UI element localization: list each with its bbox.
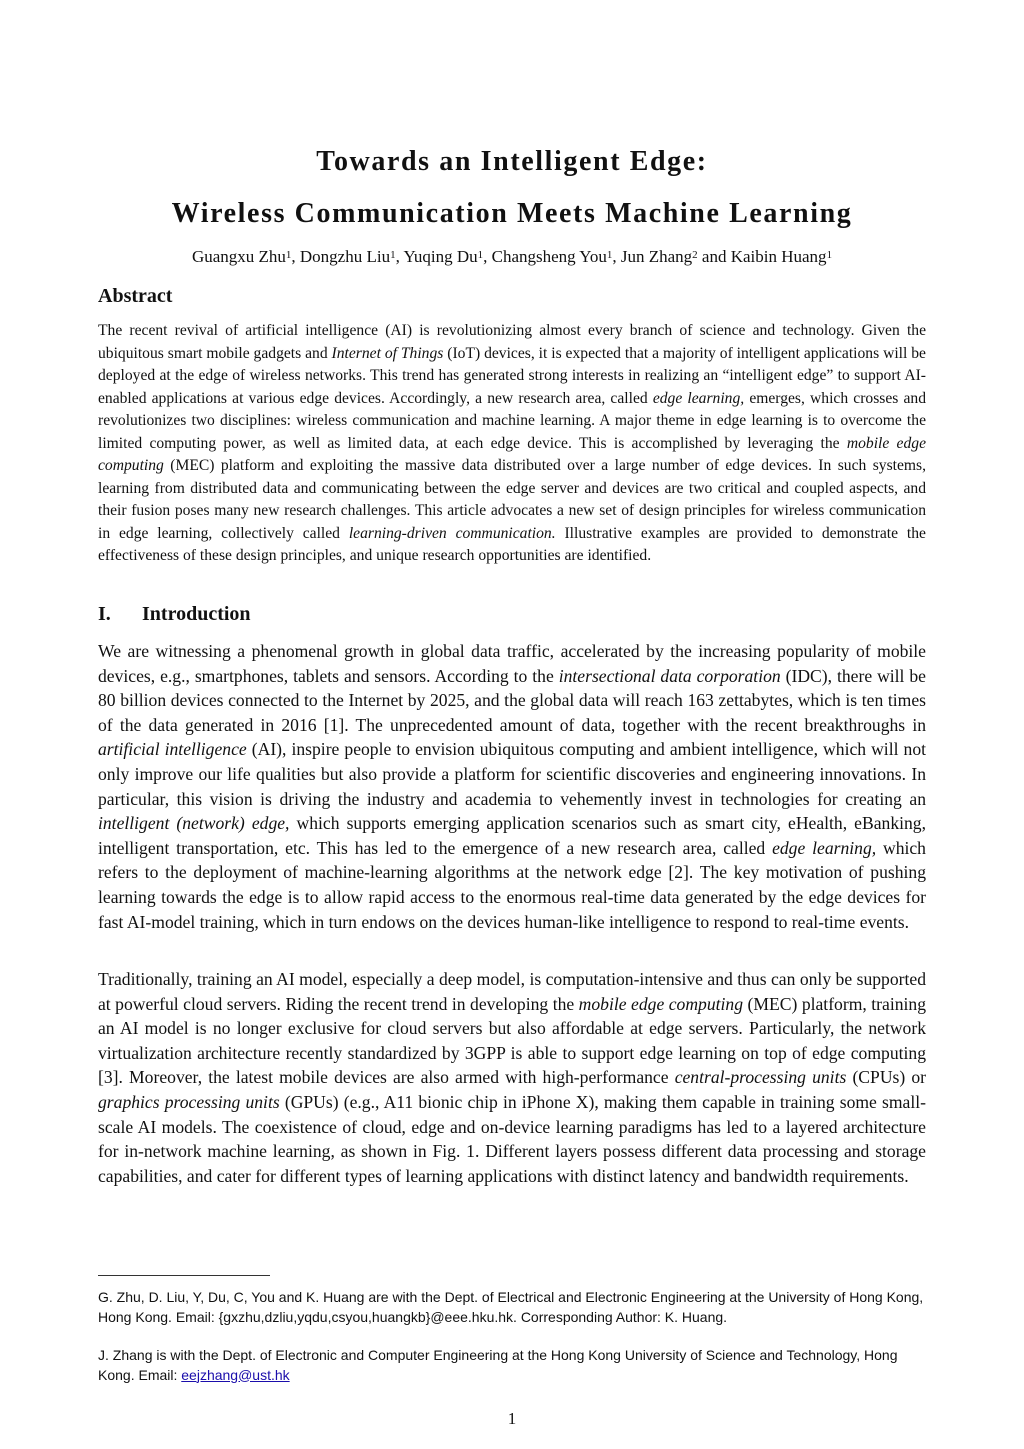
- emphasis-text: intelligent (network) edge,: [98, 813, 290, 834]
- emphasis-text: graphics processing units: [98, 1091, 280, 1112]
- email-link[interactable]: eejzhang@ust.hk: [181, 1366, 290, 1383]
- emphasis-text: intersectional data corporation: [558, 665, 781, 686]
- author-affiliation-mark: 1: [390, 249, 396, 261]
- author-name: Dongzhu Liu: [299, 247, 391, 266]
- text-run: Illustrative examples are provided to demonstrate the effectiveness of these design principles, and unique research opportunities are identified.: [98, 524, 926, 564]
- author-affiliation-mark: 1: [477, 249, 484, 261]
- author-list: [98, 247, 926, 267]
- author-affiliation-mark: 1: [606, 249, 613, 261]
- text-run: Traditionally, training an AI model, especially a deep model, is computation-intensive and thus can only be supported at powerful cloud servers. Riding the recent trend in developing the: [98, 969, 926, 1014]
- footnote-2-text: J. Zhang is with the Dept. of Electronic and Computer Engineering at the Hong Kong University of Science and Technology, Hong Kong. Email:: [98, 1347, 898, 1383]
- emphasis-text: artificial intelligence: [98, 739, 247, 760]
- author-separator: ,: [291, 247, 300, 266]
- footnote-affiliation-2: [98, 1346, 926, 1385]
- section-number: I.: [98, 603, 111, 625]
- paper-title-line-1: Towards an Intelligent Edge:: [316, 146, 708, 177]
- intro-paragraph-1: [98, 639, 926, 934]
- author-name: Changsheng You: [491, 247, 607, 266]
- text-run: (MEC) platform, training an AI model is no longer exclusive for cloud servers but also affordable at edge servers. Particularly, the network virtualization architecture recently standardized by 3GPP is able to support edge learning on top of edge computing [3]. Moreover, the latest mobile devices are also armed with high-performance: [98, 993, 927, 1088]
- text-run: emerges, which crosses and revolutionizes two disciplines: wireless communication and machine learning. A major theme in edge learning is to overcome the limited computing power, as well as limited data, at each edge device. This is accomplished by leveraging the: [98, 389, 927, 452]
- paper-title-line-2: Wireless Communication Meets Machine Learning: [171, 198, 853, 229]
- author-name: Yuqing Du: [403, 247, 478, 266]
- text-run: (IDC), there will be 80 billion devices connected to the Internet by 2025, and the global data will reach 163 zettabytes, which is ten times of the data generated in 2016 [1]. The unprecedented amount of data, together with the recent breakthroughs in: [98, 665, 926, 735]
- abstract-body: [98, 320, 926, 568]
- text-run: (CPUs) or: [846, 1067, 927, 1088]
- section-heading-introduction: [98, 603, 251, 626]
- section-title: Introduction: [142, 603, 251, 625]
- author-name: Kaibin Huang: [730, 247, 827, 266]
- text-run: (GPUs) (e.g., A11 bionic chip in iPhone X), making them capable in training some small-scale AI models. The coexistence of cloud, edge and on-device learning paradigms has led to a layered architecture for in-network machine learning, as shown in Fig. 1. Different layers possess different data processing and storage capabilities, and cater for different types of learning applications with distinct latency and bandwidth requirements.: [98, 1091, 926, 1186]
- emphasis-text: learning-driven communication.: [348, 524, 556, 542]
- author-separator: ,: [395, 247, 404, 266]
- author-separator: and: [697, 247, 731, 266]
- author-affiliation-mark: 2: [692, 249, 698, 261]
- emphasis-text: central-processing units: [674, 1067, 847, 1088]
- intro-paragraph-2: [98, 967, 926, 1188]
- author-name: Guangxu Zhu: [191, 247, 286, 266]
- page-number: 1: [507, 1409, 517, 1428]
- text-run: (AI), inspire people to envision ubiquitous computing and ambient intelligence, which will not only improve our life qualities but also provide a platform for scientific discoveries and engineering innovations. In particular, this vision is driving the industry and academia to vehemently invest in technologies for creating an: [98, 739, 927, 809]
- footnote-affiliation-1: G. Zhu, D. Liu, Y, Du, C, You and K. Huang are with the Dept. of Electrical and Electronic Engineering at the University of Hong Kong, Hong Kong. Email: {gxzhu,dzliu,yqdu,csyou,huangkb}@eee.hku.hk. Corresponding Author: K. Huang.: [98, 1289, 924, 1325]
- text-run: (MEC) platform and exploiting the massive data distributed over a large number of edge devices. In such systems, learning from distributed data and communicating between the edge server and devices are two critical and coupled aspects, and their fusion poses many new research challenges. This article advocates a new set of design principles for wireless communication in edge learning, collectively called: [98, 457, 926, 542]
- emphasis-text: edge learning,: [652, 389, 745, 407]
- text-run: We are witnessing a phenomenal growth in global data traffic, accelerated by the increasing popularity of mobile devices, e.g., smartphones, tablets and sensors. According to the: [98, 641, 926, 686]
- author-separator: ,: [483, 247, 492, 266]
- footnote-divider: [98, 1275, 270, 1276]
- author-separator: ,: [612, 247, 621, 266]
- text-run: (IoT) devices, it is expected that a majority of intelligent applications will be deployed at the edge of wireless networks. This trend has generated strong interests in realizing an “intelligent edge” to support AI-enabled applications at various edge devices. Accordingly, a new research area, called: [98, 344, 926, 407]
- emphasis-text: mobile edge computing: [98, 434, 926, 474]
- text-run: The recent revival of artificial intelligence (AI) is revolutionizing almost every branch of science and technology. Given the ubiquitous smart mobile gadgets and: [98, 322, 926, 362]
- text-run: which supports emerging application scenarios such as smart city, eHealth, eBanking, intelligent transportation, etc. This has led to the emergence of a new research area, called: [98, 813, 926, 858]
- author-name: Jun Zhang: [620, 247, 693, 266]
- author-affiliation-mark: 1: [826, 249, 833, 261]
- abstract-heading: Abstract: [98, 285, 173, 307]
- author-affiliation-mark: 1: [285, 249, 292, 261]
- emphasis-text: mobile edge computing: [578, 993, 744, 1014]
- text-run: which refers to the deployment of machine-learning algorithms at the network edge [2]. The key motivation of pushing learning towards the edge is to allow rapid access to the enormous real-time data generated by the edge devices for fast AI-model training, which in turn endows on the devices human-like intelligence to respond to real-time events.: [98, 837, 926, 932]
- emphasis-text: edge learning,: [772, 837, 877, 858]
- emphasis-text: Internet of Things: [331, 344, 444, 362]
